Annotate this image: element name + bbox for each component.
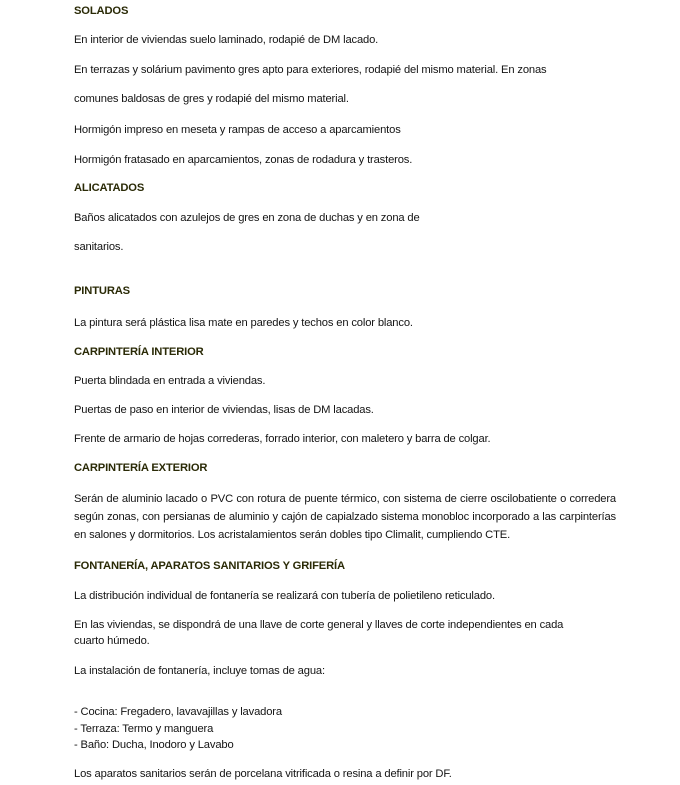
solados-line-5: Hormigón fratasado en aparcamientos, zonas de rodadura y trasteros. [74,154,413,166]
fontaneria-paragraph-2-line-2: cuarto húmedo. [74,635,150,647]
carpinteria-exterior-paragraph: Serán de aluminio lacado o PVC con rotura de puente térmico, con sistema de cierre oscilobatiente o corredera según zonas, con persianas de aluminio y cajón de capialzado sistema monobloc incorporado a las carpinterías en salones y dormitorios. Los acristalamientos serán dobles tipo Climalit, cumpliendo CTE. [74,493,616,541]
fontaneria-paragraph-3: La instalación de fontanería, incluye tomas de agua: [74,665,325,677]
solados-line-3: comunes baldosas de gres y rodapié del mismo material. [74,93,349,105]
alicatados-line-1: Baños alicatados con azulejos de gres en zona de duchas y en zona de [74,212,420,224]
fontaneria-paragraph-1: La distribución individual de fontanería se realizará con tubería de polietileno reticulado. [74,590,495,602]
alicatados-line-2: sanitarios. [74,241,124,253]
fontaneria-paragraph-4: Los aparatos sanitarios serán de porcelana vitrificada o resina a definir por DF. [74,768,452,780]
solados-line-4: Hormigón impreso en meseta y rampas de acceso a aparcamientos [74,124,401,136]
carpinteria-interior-line-2: Puertas de paso en interior de viviendas, lisas de DM lacadas. [74,404,374,416]
section-heading-carpinteria-interior: CARPINTERÍA INTERIOR [74,346,204,358]
list-item: - Baño: Ducha, Inodoro y Lavabo [74,739,234,751]
fontaneria-paragraph-2-line-1: En las viviendas, se dispondrá de una llave de corte general y llaves de corte independientes en cada [74,619,564,631]
solados-line-1: En interior de viviendas suelo laminado, rodapié de DM lacado. [74,34,379,46]
section-heading-solados: SOLADOS [74,5,129,17]
list-item: - Cocina: Fregadero, lavavajillas y lavadora [74,706,282,718]
solados-line-2: En terrazas y solárium pavimento gres apto para exteriores, rodapié del mismo material. En zonas [74,64,547,76]
list-item: - Terraza: Termo y manguera [74,722,214,735]
carpinteria-interior-line-1: Puerta blindada en entrada a viviendas. [74,375,266,387]
section-heading-carpinteria-exterior: CARPINTERÍA EXTERIOR [74,462,208,474]
section-heading-alicatados: ALICATADOS [74,182,145,194]
carpinteria-interior-line-3: Frente de armario de hojas correderas, forrado interior, con maletero y barra de colgar. [74,433,491,445]
section-heading-fontaneria: FONTANERÍA, APARATOS SANITARIOS Y GRIFERÍA [74,560,345,572]
fontaneria-water-outlets-list [74,704,282,754]
section-heading-pinturas: PINTURAS [74,285,130,297]
pinturas-line-1: La pintura será plástica lisa mate en paredes y techos en color blanco. [74,317,413,329]
